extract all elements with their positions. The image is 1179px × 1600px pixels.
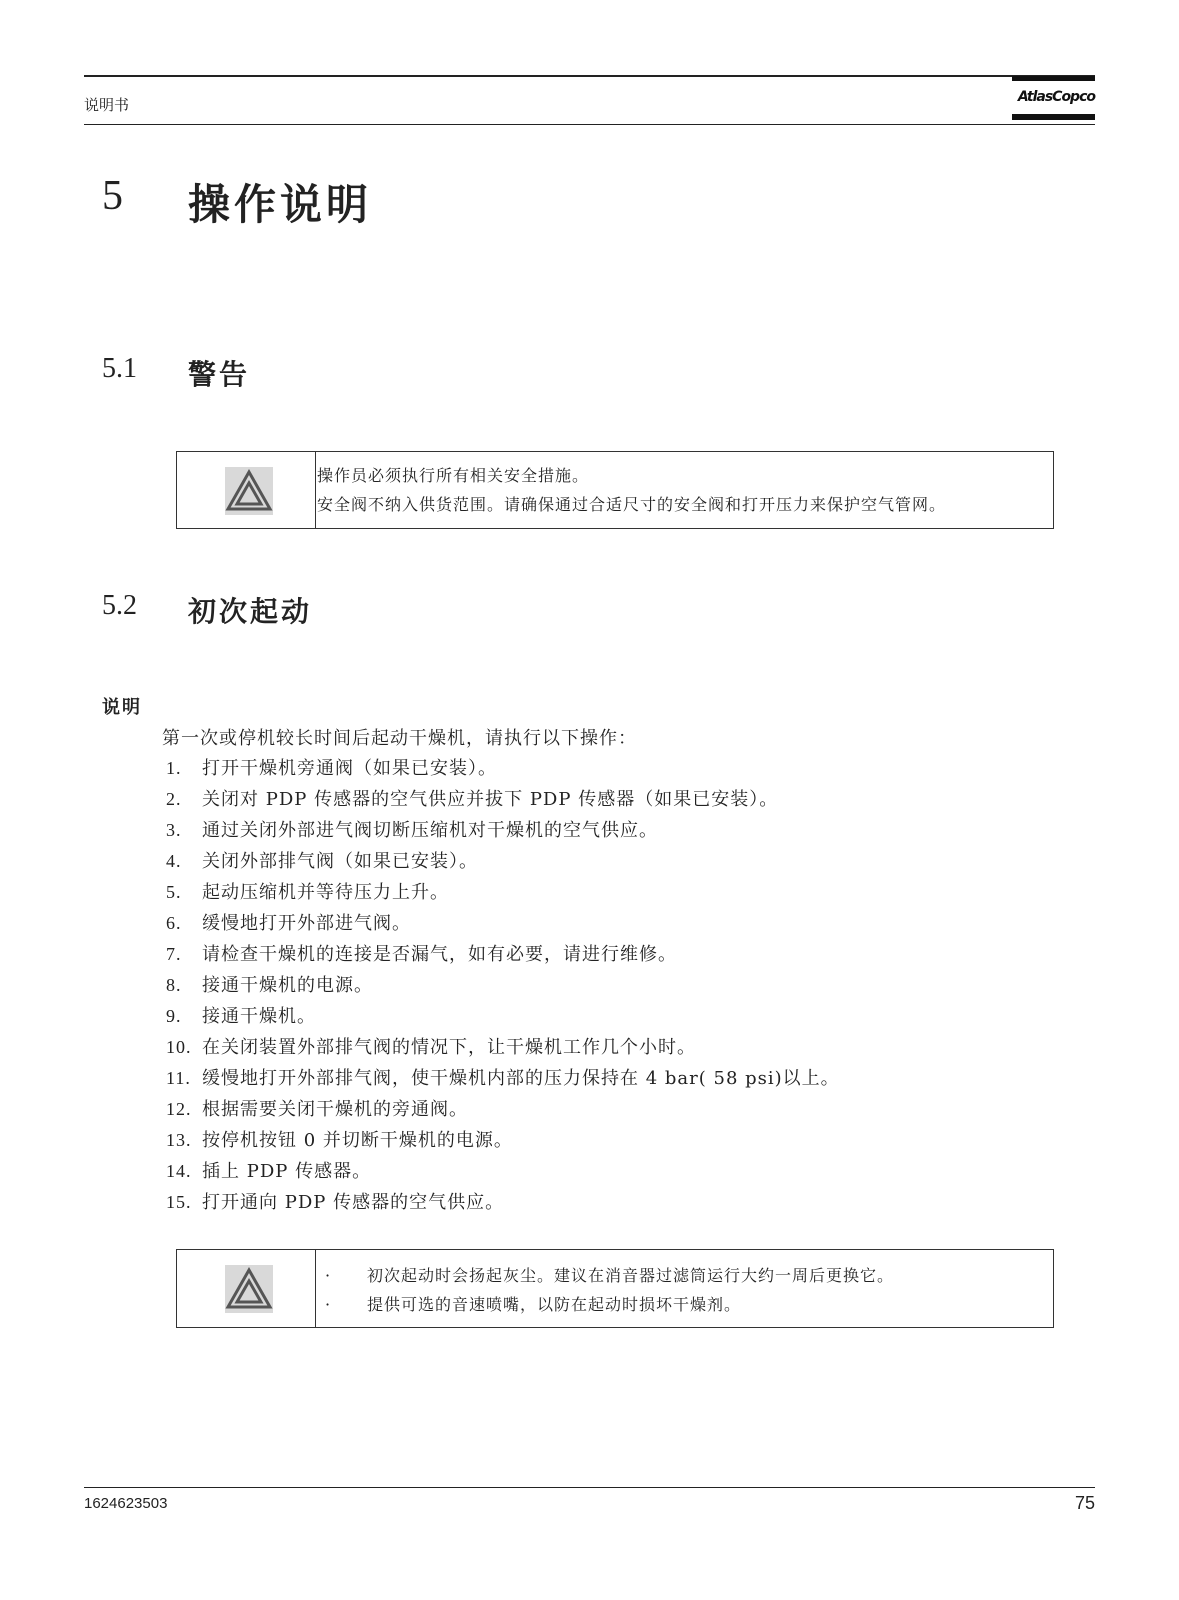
chapter-title: 操作说明 (188, 180, 373, 229)
bullet-dot: · (325, 1295, 332, 1314)
step-item (162, 878, 840, 909)
step-item (162, 847, 840, 878)
note-text (317, 1261, 1047, 1319)
step-text: 接通干燥机。 (202, 1006, 316, 1027)
step-text: 起动压缩机并等待压力上升。 (202, 882, 449, 903)
step-item (162, 1002, 840, 1033)
footer-doc-number: 1624623503 (84, 1495, 168, 1512)
warning-triangle-icon (225, 467, 273, 515)
step-item (162, 1033, 840, 1064)
step-text: 通过关闭外部进气阀切断压缩机对干燥机的空气供应。 (202, 820, 658, 841)
step-item (162, 785, 840, 816)
warning-line: 操作员必须执行所有相关安全措施。 (317, 466, 590, 485)
step-text: 打开干燥机旁通阀（如果已安装）。 (202, 758, 497, 779)
step-number: 2. (166, 789, 182, 809)
step-item (162, 754, 840, 785)
step-item (162, 909, 840, 940)
step-text: 插上 PDP 传感器。 (202, 1161, 372, 1182)
step-item (162, 1095, 840, 1126)
step-item (162, 816, 840, 847)
step-number: 15. (166, 1192, 192, 1212)
step-number: 12. (166, 1099, 192, 1119)
step-number: 11. (166, 1068, 191, 1088)
note-bullet-item (317, 1290, 1047, 1319)
intro-text: 第一次或停机较长时间后起动干燥机，请执行以下操作： (162, 728, 637, 749)
step-text: 按停机按钮 0 并切断干燥机的电源。 (202, 1130, 513, 1151)
step-item (162, 1126, 840, 1157)
footer-page-number: 75 (1074, 1493, 1095, 1513)
section-title-startup: 初次起动 (188, 595, 313, 628)
step-text: 在关闭装置外部排气阀的情况下，让干燥机工作几个小时。 (202, 1037, 696, 1058)
step-text: 打开通向 PDP 传感器的空气供应。 (202, 1192, 505, 1213)
section-number-startup: 5.2 (102, 590, 137, 621)
step-number: 9. (166, 1006, 182, 1026)
step-text: 缓慢地打开外部进气阀。 (202, 913, 411, 934)
step-item (162, 940, 840, 971)
step-number: 14. (166, 1161, 192, 1181)
step-text: 缓慢地打开外部排气阀，使干燥机内部的压力保持在 4 bar( 58 psi)以上。 (202, 1068, 840, 1089)
step-number: 5. (166, 882, 182, 902)
footer-rule (84, 1487, 1095, 1488)
header-label: 说明书 (84, 96, 130, 114)
note-bullet-item (317, 1261, 1047, 1290)
brand-logo-text: AtlasCopco (1017, 89, 1095, 105)
step-number: 10. (166, 1037, 192, 1057)
note-icon-cell (177, 1250, 316, 1327)
step-number: 4. (166, 851, 182, 871)
warning-icon-cell (177, 452, 316, 528)
step-number: 8. (166, 975, 182, 995)
step-text: 关闭对 PDP 传感器的空气供应并拔下 PDP 传感器（如果已安装）。 (202, 789, 779, 810)
step-number: 3. (166, 820, 182, 840)
warning-line: 安全阀不纳入供货范围。请确保通过合适尺寸的安全阀和打开压力来保护空气管网。 (317, 495, 947, 514)
note-bullet-text: 提供可选的音速喷嘴，以防在起动时损坏干燥剂。 (367, 1295, 742, 1314)
step-text: 根据需要关闭干燥机的旁通阀。 (202, 1099, 468, 1120)
step-number: 13. (166, 1130, 192, 1150)
step-item (162, 971, 840, 1002)
brand-logo (1012, 76, 1095, 124)
step-item (162, 1064, 840, 1095)
step-item (162, 1188, 840, 1219)
warning-triangle-icon (225, 1265, 273, 1313)
step-number: 7. (166, 944, 182, 964)
header-bottom-rule (84, 124, 1095, 125)
step-item (162, 1157, 840, 1188)
bullet-dot: · (325, 1266, 332, 1285)
startup-steps-list (162, 754, 840, 1219)
step-text: 请检查干燥机的连接是否漏气，如有必要，请进行维修。 (202, 944, 677, 965)
header-top-rule (84, 75, 1095, 77)
note-bullet-text: 初次起动时会扬起灰尘。建议在消音器过滤筒运行大约一周后更换它。 (367, 1266, 895, 1285)
step-text: 接通干燥机的电源。 (202, 975, 373, 996)
step-number: 6. (166, 913, 182, 933)
section-number-warning: 5.1 (102, 353, 137, 384)
subheading: 说明 (102, 697, 142, 718)
step-text: 关闭外部排气阀（如果已安装）。 (202, 851, 478, 872)
warning-box (176, 451, 1054, 529)
step-number: 1. (166, 758, 182, 778)
note-box (176, 1249, 1054, 1328)
chapter-number: 5 (102, 173, 123, 219)
section-title-warning: 警告 (188, 358, 251, 391)
warning-text (317, 461, 1047, 519)
